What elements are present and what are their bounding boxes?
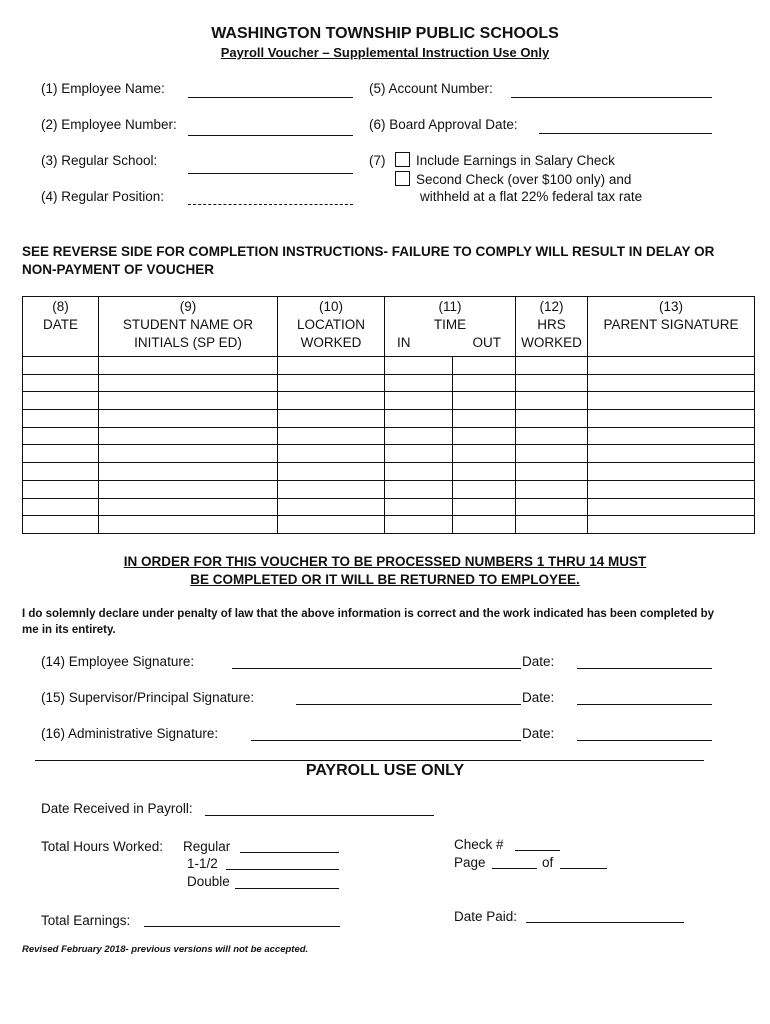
payroll-heading: PAYROLL USE ONLY (305, 762, 465, 779)
table-cell[interactable] (516, 516, 588, 534)
table-cell[interactable] (278, 463, 385, 481)
table-cell[interactable] (99, 392, 278, 410)
table-cell[interactable] (453, 427, 516, 445)
table-cell[interactable] (23, 357, 99, 375)
employee-number-field[interactable] (188, 135, 353, 136)
check-number-field[interactable] (515, 850, 560, 851)
supervisor-signature-label: (15) Supervisor/Principal Signature: (41, 690, 255, 705)
table-cell[interactable] (453, 445, 516, 463)
table-cell[interactable] (23, 374, 99, 392)
table-cell[interactable] (23, 463, 99, 481)
table-cell[interactable] (453, 374, 516, 392)
table-cell[interactable] (385, 427, 453, 445)
double-hours-field[interactable] (235, 888, 339, 889)
table-cell[interactable] (516, 427, 588, 445)
table-cell[interactable] (453, 410, 516, 428)
table-cell[interactable] (453, 516, 516, 534)
column-header-date: (8) DATE (23, 297, 99, 357)
table-cell[interactable] (385, 410, 453, 428)
table-cell[interactable] (278, 392, 385, 410)
employee-number-label: (2) Employee Number: (41, 117, 177, 132)
total-earnings-label: Total Earnings: (41, 913, 131, 928)
table-cell[interactable] (99, 463, 278, 481)
regular-hours-label: Regular (183, 839, 231, 854)
table-cell[interactable] (99, 357, 278, 375)
table-cell[interactable] (588, 427, 755, 445)
table-cell[interactable] (99, 498, 278, 516)
table-row (23, 445, 755, 463)
table-cell[interactable] (588, 498, 755, 516)
table-cell[interactable] (385, 516, 453, 534)
completion-warning: SEE REVERSE SIDE FOR COMPLETION INSTRUCTIONS- FAILURE TO COMPLY WILL RESULT IN DELAY OR NON-PAYMENT OF VOUCHER (22, 244, 715, 277)
table-row (23, 498, 755, 516)
include-earnings-checkbox[interactable] (395, 152, 410, 167)
table-cell[interactable] (516, 463, 588, 481)
table-row (23, 392, 755, 410)
table-cell[interactable] (278, 498, 385, 516)
table-cell[interactable] (278, 410, 385, 428)
table-row (23, 480, 755, 498)
table-cell[interactable] (385, 498, 453, 516)
revision-footer: Revised February 2018- previous versions will not be accepted. (22, 944, 309, 955)
administrative-date-label: Date: (522, 726, 555, 741)
date-received-label: Date Received in Payroll: (41, 801, 193, 816)
table-cell[interactable] (278, 445, 385, 463)
table-cell[interactable] (516, 480, 588, 498)
table-cell[interactable] (99, 516, 278, 534)
supervisor-date-label: Date: (522, 690, 555, 705)
table-cell[interactable] (516, 374, 588, 392)
total-hours-label: Total Hours Worked: (41, 839, 164, 854)
employee-date-label: Date: (522, 654, 555, 669)
table-cell[interactable] (588, 374, 755, 392)
column-header-time: (11) TIME IN OUT (385, 297, 516, 357)
board-approval-date-label: (6) Board Approval Date: (369, 117, 518, 132)
form-subtitle: Payroll Voucher – Supplemental Instruction Use Only (220, 45, 550, 60)
table-cell[interactable] (516, 357, 588, 375)
administrative-date-field[interactable] (577, 740, 712, 741)
table-cell[interactable] (453, 498, 516, 516)
table-cell[interactable] (278, 480, 385, 498)
declaration-text: I do solemnly declare under penalty of law that the above information is correct and the work indicated has been completed by me in its entirety. (22, 608, 715, 636)
page-number-field[interactable] (492, 868, 537, 869)
processing-notice: IN ORDER FOR THIS VOUCHER TO BE PROCESSED NUMBERS 1 THRU 14 MUST BE COMPLETED OR IT WILL BE RETURNED TO EMPLOYEE. (123, 554, 647, 587)
table-cell[interactable] (278, 516, 385, 534)
table-cell[interactable] (99, 480, 278, 498)
date-paid-field[interactable] (526, 922, 684, 923)
double-hours-label: Double (187, 874, 230, 889)
table-cell[interactable] (588, 516, 755, 534)
table-cell[interactable] (23, 516, 99, 534)
table-cell[interactable] (23, 445, 99, 463)
table-cell[interactable] (453, 463, 516, 481)
employee-signature-field[interactable] (232, 668, 521, 669)
regular-school-label: (3) Regular School: (41, 153, 158, 168)
column-header-hours: (12) HRS WORKED (516, 297, 588, 357)
table-row (23, 516, 755, 534)
account-number-label: (5) Account Number: (369, 81, 493, 96)
supervisor-date-field[interactable] (577, 704, 712, 705)
table-row (23, 357, 755, 375)
table-cell[interactable] (453, 392, 516, 410)
employee-name-label: (1) Employee Name: (41, 81, 165, 96)
table-cell[interactable] (385, 463, 453, 481)
supervisor-signature-field[interactable] (296, 704, 521, 705)
page-total-field[interactable] (560, 868, 607, 869)
table-cell[interactable] (278, 357, 385, 375)
table-cell[interactable] (278, 427, 385, 445)
time-half-hours-field[interactable] (226, 869, 339, 870)
regular-school-field[interactable] (188, 173, 353, 174)
table-row (23, 463, 755, 481)
table-cell[interactable] (588, 357, 755, 375)
table-cell[interactable] (385, 445, 453, 463)
board-approval-date-field[interactable] (539, 133, 712, 134)
table-cell[interactable] (516, 498, 588, 516)
date-received-field[interactable] (205, 815, 434, 816)
table-cell[interactable] (385, 374, 453, 392)
table-cell[interactable] (385, 357, 453, 375)
table-cell[interactable] (453, 480, 516, 498)
table-row (23, 374, 755, 392)
table-cell[interactable] (516, 445, 588, 463)
section-divider (35, 760, 704, 761)
time-half-hours-label: 1-1/2 (187, 856, 218, 871)
table-cell[interactable] (516, 410, 588, 428)
account-number-field[interactable] (511, 97, 712, 98)
table-cell[interactable] (23, 410, 99, 428)
regular-position-label: (4) Regular Position: (41, 189, 165, 204)
form-title: WASHINGTON TOWNSHIP PUBLIC SCHOOLS (211, 25, 559, 42)
table-cell[interactable] (588, 445, 755, 463)
table-cell[interactable] (588, 480, 755, 498)
second-check-checkbox[interactable] (395, 171, 410, 186)
table-cell[interactable] (99, 445, 278, 463)
table-cell[interactable] (99, 427, 278, 445)
table-cell[interactable] (588, 410, 755, 428)
page-label: Page (454, 855, 486, 870)
page-of-label: of (542, 855, 554, 870)
table-cell[interactable] (385, 392, 453, 410)
table-cell[interactable] (23, 498, 99, 516)
table-cell[interactable] (385, 480, 453, 498)
second-check-label: Second Check (over $100 only) and (416, 172, 632, 187)
table-cell[interactable] (453, 357, 516, 375)
time-in-label: IN (397, 335, 411, 350)
table-cell[interactable] (278, 374, 385, 392)
column-header-parent-signature: (13) PARENT SIGNATURE (588, 297, 755, 357)
employee-date-field[interactable] (577, 668, 712, 669)
check-number-label: Check # (454, 837, 504, 852)
table-cell[interactable] (516, 392, 588, 410)
table-cell[interactable] (588, 463, 755, 481)
option-number-label: (7) (369, 153, 386, 168)
table-cell[interactable] (23, 480, 99, 498)
time-entry-table (22, 296, 755, 534)
employee-name-field[interactable] (188, 97, 353, 98)
employee-signature-label: (14) Employee Signature: (41, 654, 195, 669)
second-check-tax-label: withheld at a flat 22% federal tax rate (420, 189, 643, 204)
table-cell[interactable] (588, 392, 755, 410)
regular-hours-field[interactable] (240, 852, 339, 853)
time-out-label: OUT (472, 335, 501, 350)
regular-position-field[interactable] (188, 204, 353, 205)
include-earnings-label: Include Earnings in Salary Check (416, 153, 615, 168)
table-cell[interactable] (23, 427, 99, 445)
table-header-row (23, 297, 755, 357)
table-row (23, 427, 755, 445)
administrative-signature-field[interactable] (251, 740, 521, 741)
table-cell[interactable] (99, 410, 278, 428)
table-cell[interactable] (99, 374, 278, 392)
administrative-signature-label: (16) Administrative Signature: (41, 726, 219, 741)
column-header-student: (9) STUDENT NAME OR INITIALS (SP ED) (99, 297, 278, 357)
table-cell[interactable] (23, 392, 99, 410)
table-row (23, 410, 755, 428)
total-earnings-field[interactable] (144, 926, 340, 927)
column-header-location: (10) LOCATION WORKED (278, 297, 385, 357)
date-paid-label: Date Paid: (454, 909, 518, 924)
